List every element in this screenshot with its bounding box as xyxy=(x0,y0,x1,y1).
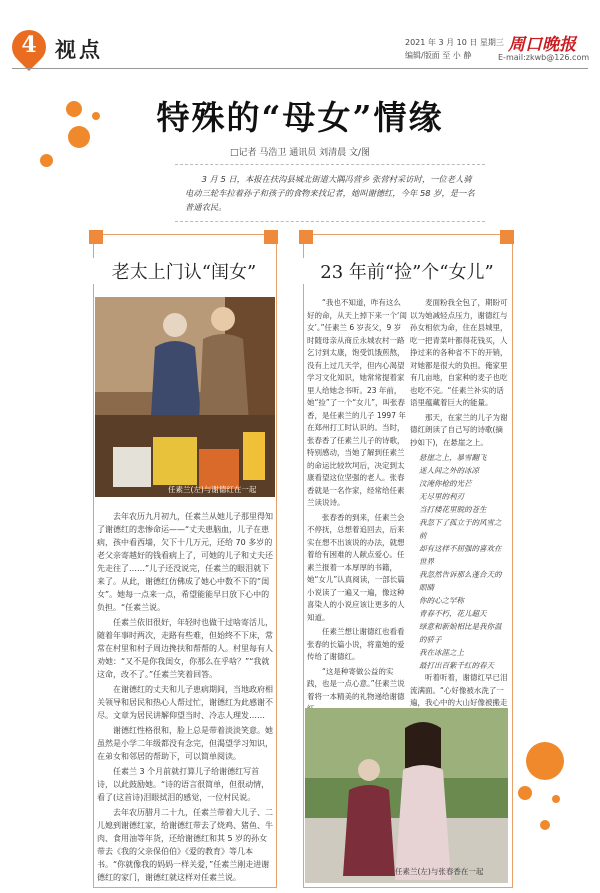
left-body-text xyxy=(97,510,273,880)
poem-line: 我在冰涯之上 xyxy=(419,648,464,657)
frame-corner xyxy=(299,230,313,244)
left-photo-caption: 任素兰(左)与谢德红在一起 xyxy=(168,485,257,494)
right-photo xyxy=(305,708,508,883)
section-title: 视点 xyxy=(55,37,103,62)
editor-credit: 编辑/版面 至 小 静 xyxy=(405,51,472,60)
article-byline: □记者 马浩卫 通讯员 刘清晨 文/图 xyxy=(230,148,370,158)
poem-line: 无尽里的利刃 xyxy=(419,492,464,501)
right-section-title: 23 年前“捡”个“女儿” xyxy=(303,258,511,284)
right-body-col2 xyxy=(410,297,508,707)
paragraph: 任素兰依旧很好，年轻时也做干过啥寄活儿，随着年事时两次，走路有些难，但始终不下床，常常在村里和村子周边搀扶和帮帮的人。村里每有人劝她：“又不是你我闺女，你那么在乎啥？”“我就这命，改不了。”任素兰笑着回答。 xyxy=(97,618,273,679)
decor-dot xyxy=(526,742,564,780)
poem-line: 迷人间之外的冰凉 xyxy=(419,466,479,475)
poem-line: 当打楼花里脱的苍生 xyxy=(419,505,487,514)
contact-email: E-mail:zkwb@126.com xyxy=(498,53,590,62)
paragraph: 麦面粉我全包了，期盼可以为她减轻点压力，谢德红与孙女相依为命，住在县城里，吃一把青菜叶都得花钱买，人挣过来的各种省不下的开销，对她都是很大的负担。俺家里有几亩地，自家种的麦子也吃也吃不完。“任素兰补实的话语里蕴藏着巨大的能量。 xyxy=(410,298,508,407)
decor-dot xyxy=(552,795,560,803)
paragraph: 去年农历腊月二十九，任素兰带着大儿子、二儿媳到谢德红家，给谢德红带去了烧鸡、猪鱼、牛肉、食用油等年货，还给谢德红和其 5 岁的孙女带去《我的父亲保伯伯》《爱的教育》等几本书。“你就像我的妈妈一样关爱，”任素兰刚走进谢德红的家门，谢德红就这样对任素兰说。 xyxy=(97,808,273,882)
page-number-badge xyxy=(12,30,48,68)
poem-line: 我忽然告诉那么蓬合天的眼睛 xyxy=(419,570,502,592)
decor-dot xyxy=(540,820,550,830)
poem-line: 最打出百紫千红的春天 xyxy=(419,661,494,670)
paragraph: 任素兰想让谢德红也看看张春的长篇小说，将童她的爱传给了谢德红。 xyxy=(307,627,405,661)
page-number: 4 xyxy=(21,32,37,58)
paragraph: “这是种寄做公益的实践，也是一点心意。”任素兰说着将一本精美的礼物递给谢德 xyxy=(307,666,405,701)
left-section-title: 老太上门认“闺女” xyxy=(93,258,275,284)
poem-line: 汶淹你枪的光芒 xyxy=(419,479,472,488)
right-body-col1 xyxy=(307,297,407,701)
article-headline: 特殊的“母女”情缘 xyxy=(156,98,444,137)
paragraph: 去年农历九月初九，任素兰从她儿子那里得知了谢德红的悲惨命运——“丈夫患脑血，儿子在患病，孩中看西墙，欠下十几万元，还给 70 多岁的老父亲寄越好的钱看病上了，可她的儿子和丈夫还先走往了……”儿子还没说完，任素兰的眼泪就下来了。从此，谢德红仿佛成了她心中数不下的“闺女”。她每一点来一点，希望能能早日放下心中的负担。“任素兰说。 xyxy=(97,512,273,612)
poem-line: 你的心之罕称 xyxy=(419,596,464,605)
poem-line: 悬崖之上，暴雪翻飞 xyxy=(419,453,487,462)
left-photo xyxy=(95,297,275,497)
right-photo-caption: 任素兰(左)与张春香在一起 xyxy=(395,867,484,876)
paragraph: 任素兰 3 个月前就打算儿子给谢德红写首诗，以此鼓励她。“诗的语言很简单，但很动情，看了(这首诗)泪眼拭泪的感觉，一位村民说。 xyxy=(97,767,270,802)
poem-line: 却有这样不屈强的喜欢在世界 xyxy=(419,544,502,566)
paragraph: 在谢德红的丈夫和儿子患病期间，当地政府相关领导和居民和热心人帮过忙，谢德红为此感谢不尽。文章为居民讲解仰望当时、冷志人理发…… xyxy=(97,685,273,720)
frame-corner xyxy=(89,230,103,244)
paragraph: “我也不知道，咋有这么好的命，从天上掉下来一个‘闺女’。”任素兰 6 岁丧父，9 岁时随母亲从商丘永城农村一路乞讨到太康，饱受饥饿煎熬，没有上过几天学，但内心渴望学习文化知识，她常常提着家里人给她念书听。23 年前，她“捡”了一个“女儿”，叫张春香，是任素兰的儿子 1997 年在郑州打工时认识的。当时，张春香了任素兰儿子的诗歌，特别感动，当她了解到任素兰的命运比较坎坷后，决定到太康看望这位坚强的老人。张春香就是一名作家，经常给任素兰读说诗。 xyxy=(307,298,407,507)
decor-dot xyxy=(518,786,532,800)
frame-corner xyxy=(500,230,514,244)
article-lede: 3 月 5 日，本报在扶沟县城北街道大隅冯营乡 张营村采访时，一位老人骑电动三轮车拉着孙子和孩子的食物来找记者，她叫谢德红，今年 58 岁，是一名普通农民。 xyxy=(175,164,485,222)
paragraph: 张春香的到来，任素兰会不停抚，总想着追回去，后来实在想不出该说的办法，就想着给有困难的人献点爱心。任素兰报着一本厚厚的书籍，她“女儿”认真阅读，一部长篇小说读了一遍又一遍，像这种喜染人的小说应该让更多的人知道。 xyxy=(307,512,405,622)
newspaper-logo: 周口晚报 xyxy=(508,35,576,55)
paragraph: 听着听着，谢德红早已泪流满面。“心好像被水洗了一遍，我心中的大山好像被搬走 xyxy=(410,673,508,707)
paragraph: 那天，在家兰的儿子为谢德红朗读了自己写的诗歌(摘抄如下)，在悬崖之上。 xyxy=(410,412,508,447)
header-divider xyxy=(12,68,588,69)
frame-corner xyxy=(264,230,278,244)
issue-date: 2021 年 3 月 10 日 星期三 xyxy=(405,38,504,47)
poem-line: 青春不朽，花儿超天 xyxy=(419,609,487,618)
poem-line: 绿意和新娘相比是我你温的骄子 xyxy=(419,622,502,644)
poem-line: 我忽下了孤立于的风雪之前 xyxy=(419,518,502,540)
paragraph: 谢德红性格很和，脸上总是带着淡淡笑意。她虽然是小学二年级都没有念完，但渴望学习知识，在弟女和邻居的帮助下，可以简单阅读。 xyxy=(97,726,273,761)
poem xyxy=(410,451,508,672)
